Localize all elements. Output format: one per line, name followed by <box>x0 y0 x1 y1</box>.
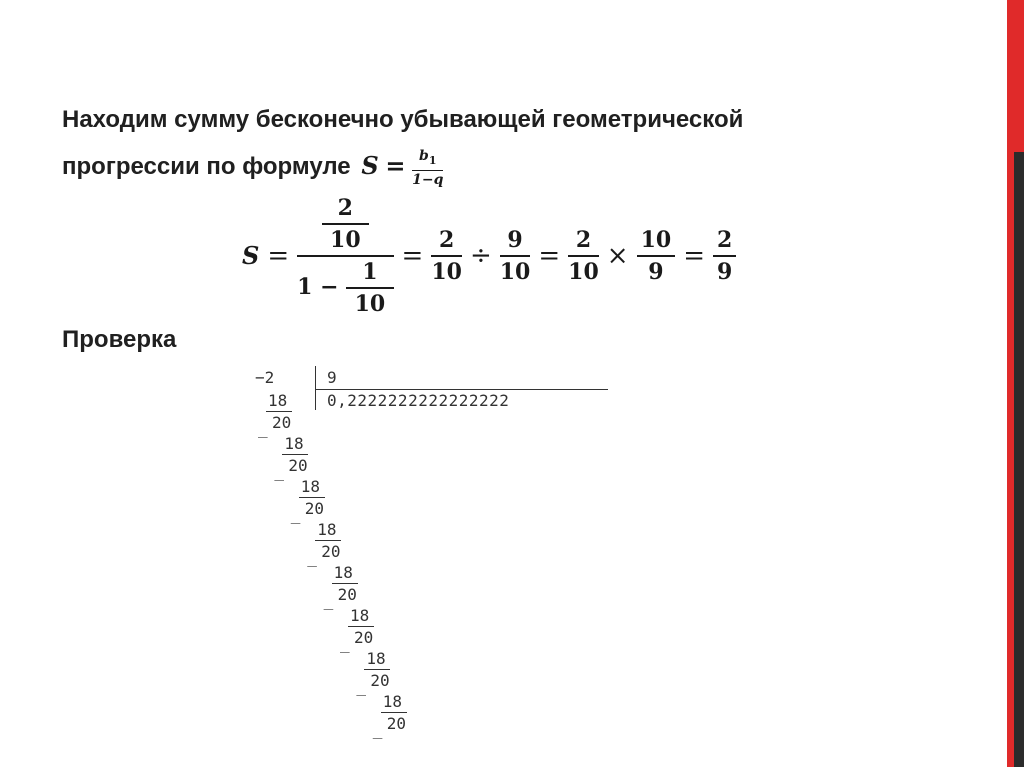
fraction-3 <box>568 225 599 287</box>
division-minus-sign: _ <box>372 719 383 739</box>
heading-line-2-prefix: прогрессии по формуле <box>62 153 351 180</box>
fraction-4-num: 10 <box>637 225 676 257</box>
inner-top-den: 10 <box>330 226 361 253</box>
inner-bottom-den: 10 <box>354 290 386 317</box>
fraction-2 <box>500 225 531 287</box>
division-subtrahend: 18 <box>366 649 386 668</box>
equals-sign: = <box>401 240 424 271</box>
division-step-line <box>364 669 390 670</box>
fraction-4 <box>637 225 676 287</box>
division-subtrahend: 18 <box>382 692 403 711</box>
formula-denominator: 1−q <box>412 171 444 188</box>
fraction-1 <box>431 225 462 287</box>
division-minus-sign: _ <box>258 418 268 438</box>
fraction-3-num: 2 <box>568 225 599 257</box>
formula-numerator <box>412 147 443 171</box>
division-step-line <box>282 454 308 455</box>
equals-sign: = <box>683 240 706 271</box>
division-divisor: 9 <box>327 368 337 387</box>
complex-denominator <box>297 257 393 319</box>
division-subtrahend: 18 <box>350 606 370 625</box>
division-quotient: 0,2222222222222222 <box>327 391 510 410</box>
division-step-line <box>299 497 325 498</box>
main-equation <box>242 193 736 318</box>
equals-sign: = <box>267 240 290 271</box>
division-remainder: 20 <box>304 498 325 518</box>
division-vertical-bar <box>315 366 316 410</box>
division-remainder: 20 <box>370 670 390 690</box>
formula-eq: = <box>385 151 406 180</box>
division-minus-sign: _ <box>307 547 317 567</box>
heading-text <box>62 97 942 190</box>
heading-line-2 <box>62 143 942 190</box>
fraction-3-den: 10 <box>568 258 599 285</box>
fraction-5-den: 9 <box>717 258 733 285</box>
division-remainder: 20 <box>272 412 292 432</box>
division-subtrahend: 18 <box>333 563 353 582</box>
division-minus-sign: _ <box>356 676 367 696</box>
inner-fraction-bottom <box>346 257 393 319</box>
formula-lhs: S <box>361 151 379 180</box>
fraction-5 <box>713 225 736 287</box>
fraction-1-num: 2 <box>431 225 462 257</box>
division-subtrahend: 18 <box>300 477 321 496</box>
division-subtrahend: 18 <box>284 434 304 453</box>
division-minus-sign: _ <box>323 590 334 610</box>
division-minus-sign: _ <box>290 504 301 524</box>
divide-sign: ÷ <box>469 240 492 271</box>
division-remainder: 20 <box>321 541 341 561</box>
complex-fraction <box>297 193 393 319</box>
division-horizontal-bar <box>315 389 608 390</box>
division-step-line <box>332 583 358 584</box>
formula-fraction <box>412 147 443 189</box>
division-remainder: 20 <box>354 627 374 647</box>
fraction-1-den: 10 <box>431 258 462 285</box>
division-step-line <box>381 712 407 713</box>
denominator-prefix: 1 − <box>297 273 339 300</box>
equation-lhs: S <box>242 241 260 270</box>
division-dividend: −2 <box>255 368 275 387</box>
division-remainder: 20 <box>288 455 308 475</box>
multiply-sign: × <box>606 240 629 271</box>
division-minus-sign: _ <box>340 633 350 653</box>
fraction-2-num: 9 <box>500 225 531 257</box>
division-step-line <box>315 540 341 541</box>
inner-top-num: 2 <box>322 193 369 225</box>
equals-sign: = <box>538 240 561 271</box>
division-remainder: 20 <box>337 584 357 604</box>
fraction-2-den: 10 <box>499 258 531 285</box>
division-step-line <box>348 626 374 627</box>
division-minus-sign: _ <box>274 461 285 481</box>
division-subtrahend: 18 <box>317 520 337 539</box>
formula-num-sub: 1 <box>428 153 437 167</box>
division-remainder: 20 <box>386 713 407 733</box>
formula-num-base: b <box>419 147 429 164</box>
division-step-line <box>266 411 292 412</box>
fraction-4-den: 9 <box>648 258 664 285</box>
inner-bottom-num: 1 <box>346 257 393 289</box>
division-subtrahend: 18 <box>268 391 288 410</box>
heading-line-1: Находим сумму бесконечно убывающей геометрической <box>62 106 744 133</box>
check-label: Проверка <box>62 326 177 353</box>
complex-numerator <box>297 193 393 257</box>
inner-fraction-top <box>322 193 369 255</box>
fraction-5-num: 2 <box>713 225 736 257</box>
dark-stripe <box>1014 152 1024 767</box>
